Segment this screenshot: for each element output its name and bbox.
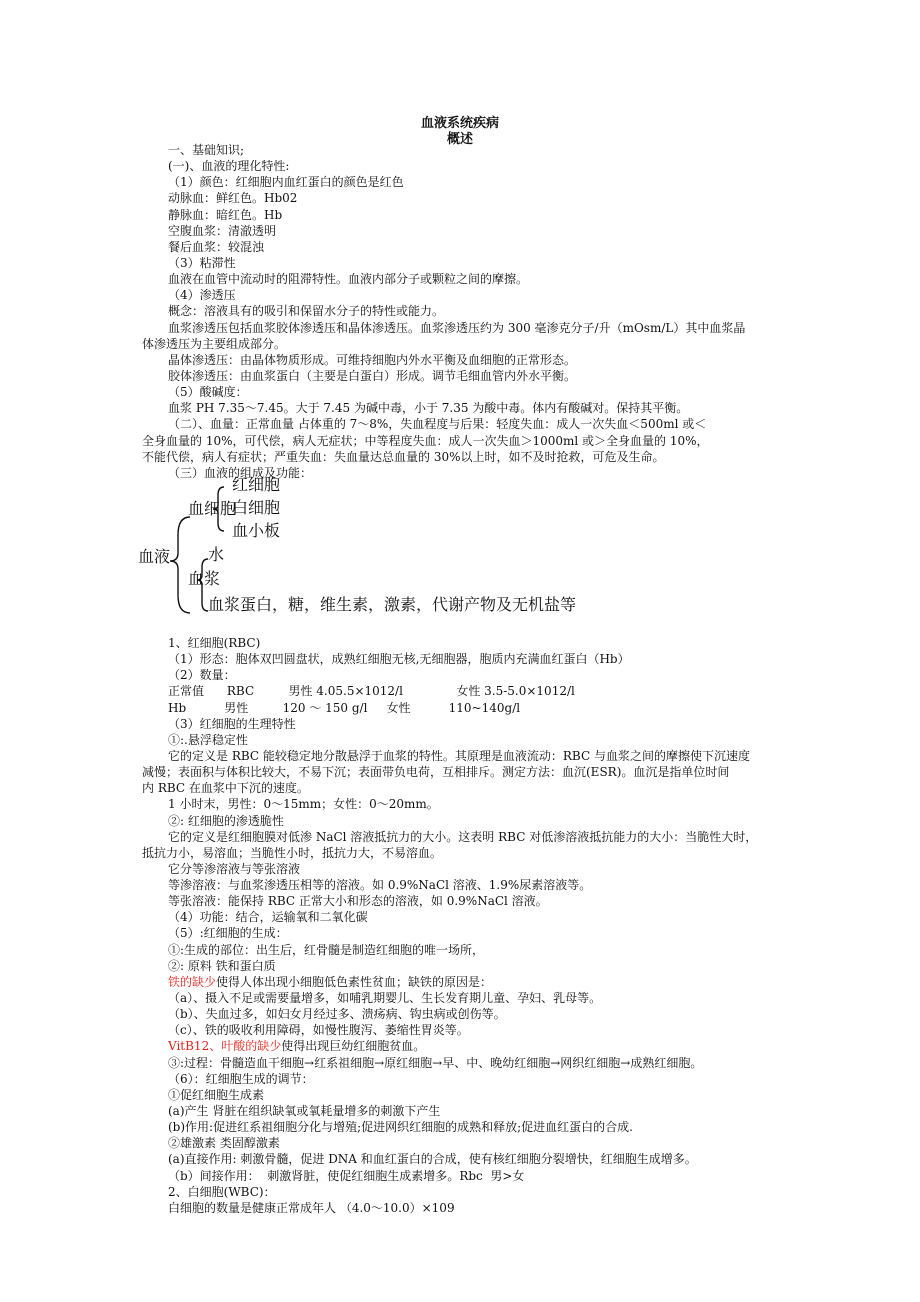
text-line: 白细胞的数量是健康正常成年人 （4.0～10.0）×109 xyxy=(168,1200,455,1215)
vitb12-line xyxy=(168,1038,828,1054)
plasma-label: 血浆 xyxy=(188,568,221,588)
text-line: （5）酸碱度： xyxy=(168,385,248,400)
text-line: 不能代偿，病人有症状；严重失血：失血量达总血量的 30%以上时，如不及时抢救，可危及生命。 xyxy=(142,449,665,464)
iron-deficiency-highlight: 铁的缺少 xyxy=(168,974,217,989)
text-line: 体渗透压为主要组成部分。 xyxy=(142,336,287,351)
text-line: （b）间接作用： 刺激肾脏，使促红细胞生成素增多。Rbc 男>女 xyxy=(168,1168,525,1183)
text-line: ②: 红细胞的渗透脆性 xyxy=(168,813,284,828)
iron-deficiency-line xyxy=(168,974,828,990)
text-line: 餐后血浆：较混浊 xyxy=(168,239,265,254)
vitb12-text: 使得出现巨幼红细胞贫血。 xyxy=(281,1039,426,1054)
document-body xyxy=(138,142,828,1216)
text-line: 内 RBC 在血浆中下沉的速度。 xyxy=(142,781,309,796)
text-line: ②: 原料 铁和蛋白质 xyxy=(168,958,276,973)
text-line: ③:过程：骨髓造血干细胞→红系祖细胞→原红细胞→早、中、晚幼红细胞→网织红细胞→成熟红细胞。 xyxy=(168,1055,703,1070)
text-line: (一)、血液的理化特性: xyxy=(168,159,290,174)
blood-cells-label: 血细胞 xyxy=(188,498,237,518)
text-line: ①:.悬浮稳定性 xyxy=(168,732,248,747)
text-line: （4）渗透压 xyxy=(168,288,236,303)
text-line: （a）、摄入不足或需要量增多，如哺乳期婴儿、生长发育期儿童、孕妇、乳母等。 xyxy=(168,991,602,1006)
text-line: 血浆渗透压包括血浆胶体渗透压和晶体渗透压。血浆渗透压约为 300 毫渗克分子/升（mOsm/L）其中血浆晶 xyxy=(168,320,746,335)
text-line: （3）粘滞性 xyxy=(168,255,236,270)
text-line: （4）功能：结合，运输氧和二氧化碳 xyxy=(168,910,368,925)
section-iron-causes xyxy=(168,990,828,1038)
text-line: 胶体渗透压：由血浆蛋白（主要是白蛋白）形成。调节毛细血管内外水平衡。 xyxy=(168,368,577,383)
text-line: 全身血量的 10%，可代偿，病人无症状；中等程度失血：成人一次失血＞1000ml 或＞全身血量的 10%， xyxy=(142,433,709,448)
text-line: (a)产生 肾脏在组织缺氧或氧耗量增多的刺激下产生 xyxy=(168,1104,441,1119)
text-line: （3）红细胞的生理特性 xyxy=(168,716,296,731)
text-line: 晶体渗透压：由晶体物质形成。可维持细胞内外水平衡及血细胞的正常形态。 xyxy=(168,352,577,367)
root-brace xyxy=(170,517,190,613)
text-line: 等张溶液：能保持 RBC 正常大小和形态的溶液，如 0.9%NaCl 溶液。 xyxy=(168,894,548,909)
text-line: 动脉血：鲜红色。Hb02 xyxy=(168,191,298,206)
iron-deficiency-text: 使得人体出现小细胞低色素性贫血；缺铁的原因是： xyxy=(216,974,493,989)
text-line: 一、基础知识; xyxy=(168,143,245,157)
vitb12-highlight: VitB12、叶酸的缺少 xyxy=(168,1039,282,1054)
text-line: 1 小时末，男性：0～15mm；女性：0～20mm。 xyxy=(168,797,439,812)
text-line: Hb 男性 120 ～ 150 g/l 女性 110~140g/l xyxy=(168,700,521,715)
section-rbc xyxy=(142,635,828,974)
text-line: 1、红细胞(RBC) xyxy=(168,635,261,650)
text-line: 抵抗力小，易溶血；当脆性小时，抵抗力大，不易溶血。 xyxy=(142,845,443,860)
text-line: （1）颜色：红细胞内血红蛋白的颜色是红色 xyxy=(168,175,404,190)
text-line: （1）形态：胞体双凹圆盘状，成熟红细胞无核,无细胞器，胞质内充满血红蛋白（Hb） xyxy=(168,652,630,667)
text-line: 它的定义是红细胞膜对低渗 NaCl 溶液抵抗力的大小。这表明 RBC 对低渗溶液抵抗能力的大小：当脆性大时， xyxy=(168,829,758,844)
text-line: （二）、血量：正常血量 占体重的 7～8%，失血程度与后果：轻度失血：成人一次失血＜500ml 或＜ xyxy=(168,417,707,432)
platelet-label: 血小板 xyxy=(232,520,281,540)
blood-composition-diagram xyxy=(138,474,828,633)
wbc-label: 白细胞 xyxy=(232,497,281,517)
text-line: 血液在血管中流动时的阻滞特性。血液内部分子或颗粒之间的摩擦。 xyxy=(168,272,529,287)
text-line: 减慢；表面积与体积比较大，不易下沉；表面带负电荷，互相排斥。测定方法：血沉(ESR)。血沉是指单位时间 xyxy=(142,765,730,780)
plasma-components-label: 血浆蛋白，糖，维生素，激素，代谢产物及无机盐等 xyxy=(208,594,577,614)
text-line: 空腹血浆：清澈透明 xyxy=(168,223,277,238)
document-title: 血液系统疾病 xyxy=(420,116,499,131)
text-line: 它的定义是 RBC 能较稳定地分散悬浮于血浆的特性。其原理是血液流动：RBC 与血浆之间的摩擦使下沉速度 xyxy=(168,748,750,763)
text-line: 概念：溶液具有的吸引和保留水分子的特性或能力。 xyxy=(168,304,445,319)
text-line: 静脉血：暗红色。Hb xyxy=(168,207,283,222)
text-line: ①:生成的部位：出生后，红骨髓是制造红细胞的唯一场所， xyxy=(168,942,485,957)
water-label: 水 xyxy=(208,544,225,564)
text-line: ②雄激素 类固醇激素 xyxy=(168,1136,280,1151)
text-line: ①促红细胞生成素 xyxy=(168,1087,265,1102)
text-line: 它分等渗溶液与等张溶液 xyxy=(168,861,301,876)
document-subtitle: 概述 xyxy=(446,132,473,147)
text-line: 等渗溶液：与血浆渗透压相等的溶液。如 0.9%NaCl 溶液、1.9%尿素溶液等。 xyxy=(168,878,592,893)
text-line: （5）:红细胞的生成： xyxy=(168,926,288,941)
text-line: (a)直接作用: 刺激骨髓，促进 DNA 和血红蛋白的合成，使有核红细胞分裂增快，红细胞生成增多。 xyxy=(168,1152,697,1167)
text-line: 2、白细胞(WBC)： xyxy=(168,1184,276,1199)
text-line: 血浆 PH 7.35～7.45。大于 7.45 为碱中毒，小于 7.35 为酸中毒。体内有酸碱对。保持其平衡。 xyxy=(168,401,689,416)
blood-label: 血液 xyxy=(138,546,171,566)
text-line: (b)作用:促进红系祖细胞分化与增殖;促进网织红细胞的成熟和释放;促进血红蛋白的合成. xyxy=(168,1120,633,1135)
rbc-label: 红细胞 xyxy=(232,474,281,494)
text-line: （c）、铁的吸收利用障碍，如慢性腹泻、萎缩性胃炎等。 xyxy=(168,1023,469,1038)
text-line: （6）：红细胞生成的调节： xyxy=(168,1071,314,1086)
text-line: （三）血液的组成及功能： xyxy=(168,465,313,480)
text-line: （2）数量： xyxy=(168,668,236,683)
section-rbc-regulation xyxy=(168,1055,828,1216)
text-line: 正常值 RBC 男性 4.05.5×1012/l 女性 3.5-5.0×1012/l xyxy=(168,684,575,699)
section-basic-knowledge xyxy=(142,142,828,481)
text-line: （b）、失血过多，如妇女月经过多、溃疡病、钩虫病或创伤等。 xyxy=(168,1007,506,1022)
